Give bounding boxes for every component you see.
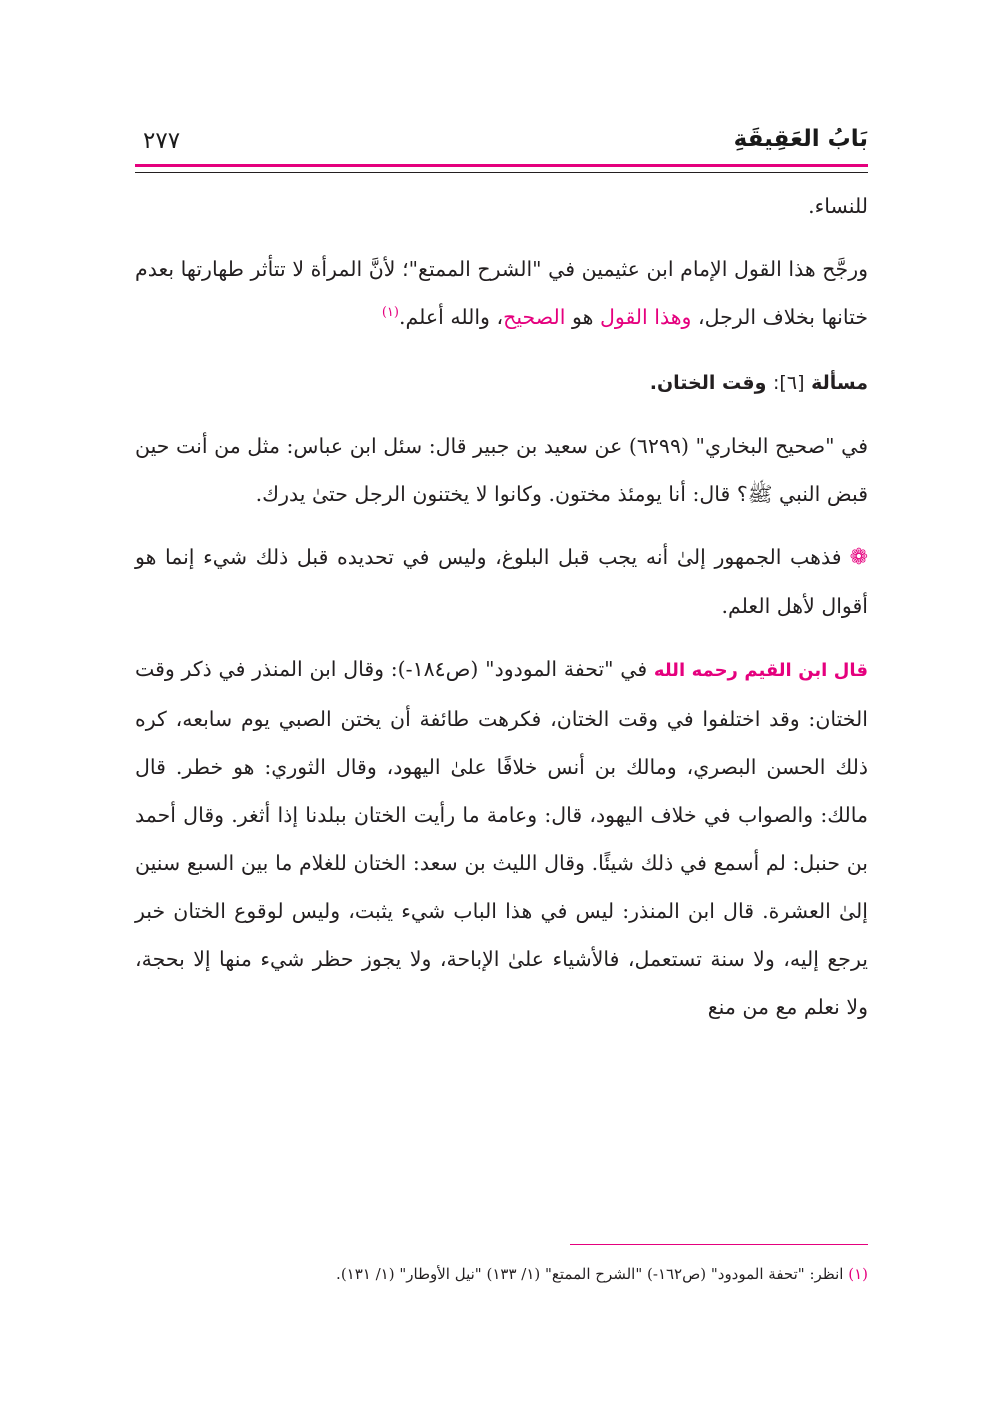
paragraph-1: للنساء. — [808, 194, 868, 218]
chapter-title: بَابُ العَقِيقَةِ — [733, 126, 868, 152]
page-number: ٢٧٧ — [143, 128, 181, 154]
highlight-this-view: وهذا القول — [599, 305, 692, 329]
bullet-paragraph — [135, 533, 868, 630]
paragraph-3: في "صحيح البخاري" (٦٢٩٩) عن سعيد بن جبير قال: سئل ابن عباس: مثل من أنت حين قبض النبي ﷺ؟ قال: أنا يومئذ مختون. وكانوا لا يختنون الرجل حتىٰ يدرك. — [135, 434, 868, 506]
paragraph-2-text: ورجَّح هذا القول الإمام ابن عثيمين في "الشرح الممتع"؛ لأنَّ المرأة لا تتأثر طهارتها بعدم ختانها بخلاف الرجل، — [135, 257, 868, 329]
paragraph-4: فذهب الجمهور إلىٰ أنه يجب قبل البلوغ، وليس في تحديده قبل ذلك شيء إنما هو أقوال لأهل العلم. — [135, 545, 868, 618]
paragraph-5-text: في "تحفة المودود" (ص١٨٤-): وقال ابن المنذر في ذكر وقت الختان: وقد اختلفوا في وقت الختان، فكرهت طائفة أن يختن الصبي يوم سابعه، كره ذلك الحسن البصري، ومالك بن أنس خلافًا علىٰ اليهود، وقال الثوري: هو خطر. قال مالك: والصواب في خلاف اليهود، قال: وعامة ما رأيت الختان ببلدنا إذا أثغر. وقال أحمد بن حنبل: لم أسمع في ذلك شيئًا. وقال الليث بن سعد: الختان للغلام ما بين السبع سنين إلىٰ العشرة. قال ابن المنذر: ليس في هذا الباب شيء يثبت، وليس لوقوع الختان خبر يرجع إليه، ولا سنة تستعمل، فالأشياء علىٰ الإباحة، ولا يجوز حظر شيء منها إلا بحجة، ولا نعلم مع من منع — [135, 657, 868, 1019]
heading-title: وقت الختان. — [649, 372, 767, 394]
footnote-separator — [570, 1244, 868, 1245]
footnote-text: انظر: "تحفة المودود" (ص١٦٢-) "الشرح الممتع" (١/ ١٣٣) "نيل الأوطار" (١/ ١٣١). — [336, 1265, 844, 1283]
paragraph-5 — [135, 645, 868, 1031]
header-rule-dark — [135, 172, 868, 173]
highlight-correct: الصحيح — [503, 305, 566, 329]
heading-label: مسألة — [811, 372, 868, 394]
quote-attribution: قال ابن القيم رحمه الله — [653, 660, 868, 681]
paragraph-2 — [135, 245, 868, 341]
flower-ornament-icon: ❁ — [849, 545, 868, 570]
footnote-number: (١) — [848, 1265, 868, 1283]
paragraph-2-mid: هو — [572, 305, 594, 329]
heading-number: [٦]: — [773, 372, 805, 394]
footnote — [135, 1262, 868, 1286]
running-header — [135, 118, 868, 158]
footnote-reference[interactable]: (١) — [381, 305, 399, 321]
paragraph-2-end: ، والله أعلم. — [398, 305, 504, 329]
main-text — [135, 178, 868, 1031]
header-rule-pink — [135, 164, 868, 167]
section-heading — [135, 359, 868, 407]
